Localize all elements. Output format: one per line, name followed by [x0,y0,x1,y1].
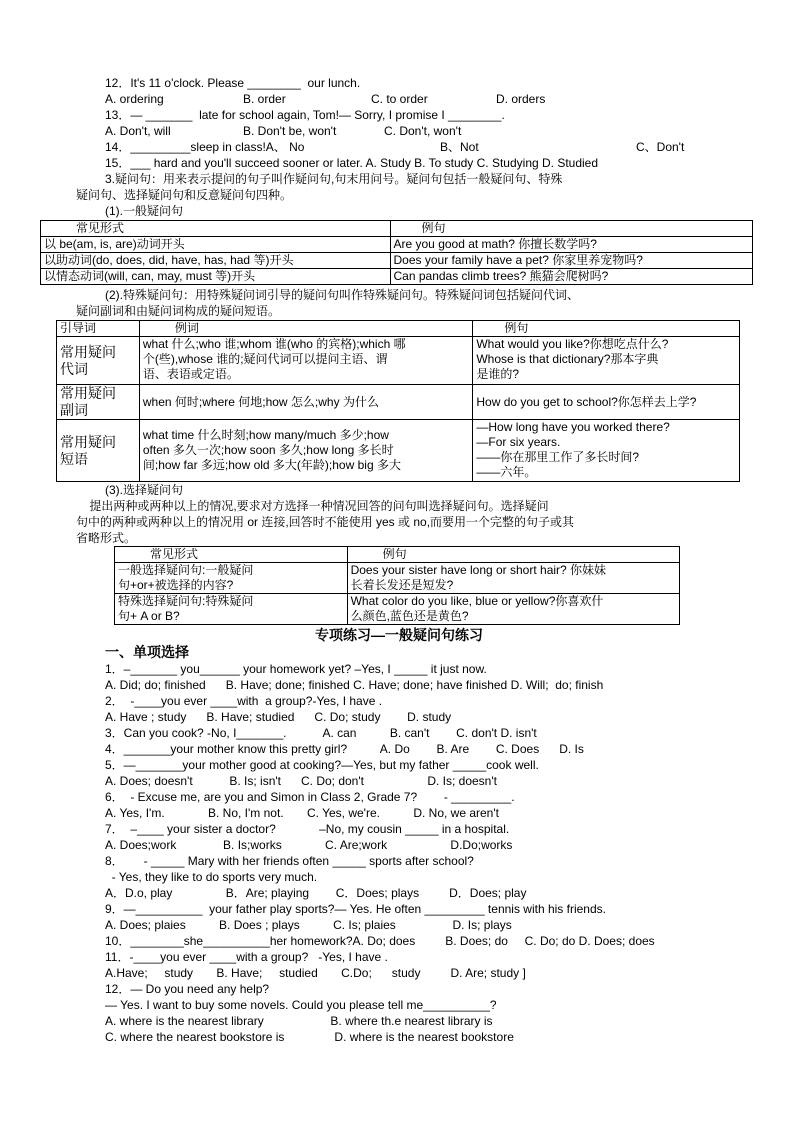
table-header: 例句 [347,547,679,563]
q14-option-c: C、Don't [636,140,685,154]
table-general-questions [40,220,753,285]
q13-option-b: B. Don't be, won't [243,124,337,138]
table-header-row [115,547,680,563]
table-header: 引导词 [57,321,140,337]
table-header [41,221,391,237]
subsection3-line3: 省略形式。 [76,531,137,545]
table-row [115,594,680,625]
question-line: 4．_______your mother know this pretty girl? A. Do B. Are C. Does D. Is [105,742,584,756]
question-line: 8． - _____ Mary with her friends often _____ sports after school? [105,854,474,868]
example-cell: Does your sister have long or short hair? 你妹妹 长着长发还是短发? [347,563,679,594]
table-header: 例句 [473,321,740,337]
header-example: 例句 [421,221,446,235]
table-row [57,337,740,385]
question-line: 11．-____you ever ____with a group? -Yes, I have . [105,950,388,964]
question-line: A.Have; study B. Have; studied C.Do; study D. Are; study ] [105,966,526,980]
header-form: 常见形式 [76,221,125,235]
question-line: A. Does; plaies B. Does ; plays C. Is; plaies D. Is; plays [105,918,512,932]
words-cell: when 何时;where 何地;how 怎么;why 为什么 [139,385,472,420]
question-line: A．D.o, play B．Are; playing C．Does; plays D．Does; play [105,886,527,900]
q14-option-b: B、Not [440,140,479,154]
form-cell: 以 be(am, is, are)动词开头 [41,237,391,253]
table-header: 例词 [139,321,472,337]
question-line: — Yes. I want to buy some novels. Could you please tell me__________? [105,998,497,1012]
question-line: A. Does;work B. Is;works C. Are;work D.Do;works [105,838,513,852]
question-14: 14．_________sleep in class!A、 No [105,140,305,154]
table-row [115,563,680,594]
question-15: 15．___ hard and you'll succeed sooner or later. A. Study B. To study C. Studying D. Studied [105,156,599,170]
words-cell: what time 什么时刻;how many/much 多少;how often 多久一次;how soon 多久;how long 多长时 间;how far 多远;how old 多大(年龄);how big 多大 [139,420,472,482]
label-cell: 常用疑问 短语 [57,420,140,482]
section3-line2: 疑问句、选择疑问句和反意疑问句四种。 [76,188,293,202]
section-one-heading: 一、单项选择 [105,644,189,660]
question-line: 9．—__________ your father play sports?— Yes. He often _________ tennis with his friends. [105,902,606,916]
practice-title: 专项练习—一般疑问句练习 [315,627,483,643]
table-row [57,420,740,482]
question-line: 2． -____you ever ____with a group?-Yes, I have . [105,694,383,708]
question-line: 10．________she__________her homework?A. Do; does B. Does; do C. Do; do D. Does; does [105,934,655,948]
example-cell: Does your family have a pet? 你家里养宠物吗? [390,253,753,269]
question-line: 5．—_______your mother good at cooking?—Yes, but my father _____cook well. [105,758,539,772]
examples-cell: How do you get to school?你怎样去上学? [473,385,740,420]
table-header-row [41,221,753,237]
examples-cell: —How long have you worked there? —For six years. ——你在那里工作了多长时间? ——六年。 [473,420,740,482]
question-line: A. Have ; study B. Have; studied C. Do; study D. study [105,710,452,724]
q13-option-a: A. Don't, will [105,124,171,138]
question-line: A. Does; doesn't B. Is; isn't C. Do; don't D. Is; doesn't [105,774,497,788]
question-line: 12．— Do you need any help? [105,982,270,996]
subsection3-heading: (3).选择疑问句 [105,483,184,497]
table-row [41,269,753,285]
question-line: 7． –____ your sister a doctor? –No, my cousin _____ in a hospital. [105,822,510,836]
q12-option-a: A. ordering [105,92,164,106]
question-line: A. where is the nearest library B. where th.e nearest library is [105,1014,493,1028]
form-cell: 以情态动词(will, can, may, must 等)开头 [41,269,391,285]
question-13: 13．— _______ late for school again, Tom!— Sorry, I promise I ________. [105,108,505,122]
table-header [390,221,753,237]
table-header-row [57,321,740,337]
example-cell: Are you good at math? 你擅长数学吗? [390,237,753,253]
form-cell: 一般选择疑问句:一般疑问 句+or+被选择的内容? [115,563,348,594]
question-line: - Yes, they like to do sports very much. [105,870,318,884]
subsection2-line1: (2).特殊疑问句：用特殊疑问词引导的疑问句叫作特殊疑问句。特殊疑问词包括疑问代词、 [105,288,580,302]
table-row [41,253,753,269]
question-line: A. Yes, I'm. B. No, I'm not. C. Yes, we're. D. No, we aren't [105,806,499,820]
form-cell: 特殊选择疑问句:特殊疑问 句+ A or B? [115,594,348,625]
question-line: 1．–_______ you______ your homework yet? –Yes, I _____ it just now. [105,662,487,676]
form-cell: 以助动词(do, does, did, have, has, had 等)开头 [41,253,391,269]
table-header: 常见形式 [115,547,348,563]
table-row [57,385,740,420]
table-wh-questions [56,320,740,482]
label-cell: 常用疑问 代词 [57,337,140,385]
label-cell: 常用疑问 副词 [57,385,140,420]
question-line: 3．Can you cook? -No, I_______. A. can B. can't C. don't D. isn't [105,726,537,740]
question-line: 6． - Excuse me, are you and Simon in Class 2, Grade 7? - _________. [105,790,515,804]
table-choice-questions [114,546,680,625]
section3-line1: 3.疑问句：用来表示提问的句子叫作疑问句,句末用问号。疑问句包括一般疑问句、特殊 [105,172,563,186]
example-cell: Can pandas climb trees? 熊猫会爬树吗? [390,269,753,285]
subsection3-line1: 提出两种或两种以上的情况,要求对方选择一种情况回答的问句叫选择疑问句。选择疑问 [76,499,549,513]
words-cell: what 什么;who 谁;whom 谁(who 的宾格);which 哪 个(些),whose 谁的;疑问代词可以提问主语、谓 语、表语或定语。 [139,337,472,385]
subsection3-line2: 句中的两种或两种以上的情况用 or 连接,回答时不能使用 yes 或 no,而要用一个完整的句子或其 [76,515,575,529]
example-cell: What color do you like, blue or yellow?你喜欢什 么颜色,蓝色还是黄色? [347,594,679,625]
examples-cell: What would you like?你想吃点什么? Whose is that dictionary?那本字典 是谁的? [473,337,740,385]
question-12: 12．It's 11 o'clock. Please ________ our lunch. [105,76,361,90]
q12-option-c: C. to order [371,92,428,106]
subsection1-heading: (1).一般疑问句 [105,204,184,218]
table-row [41,237,753,253]
subsection2-line2: 疑问副词和由疑问词构成的疑问短语。 [76,304,281,318]
q12-option-b: B. order [243,92,286,106]
question-line: A. Did; do; finished B. Have; done; finished C. Have; done; have finished D. Will; do; finish [105,678,604,692]
q12-option-d: D. orders [496,92,546,106]
question-line: C. where the nearest bookstore is D. where is the nearest bookstore [105,1030,514,1044]
q13-option-c: C. Don't, won't [384,124,462,138]
